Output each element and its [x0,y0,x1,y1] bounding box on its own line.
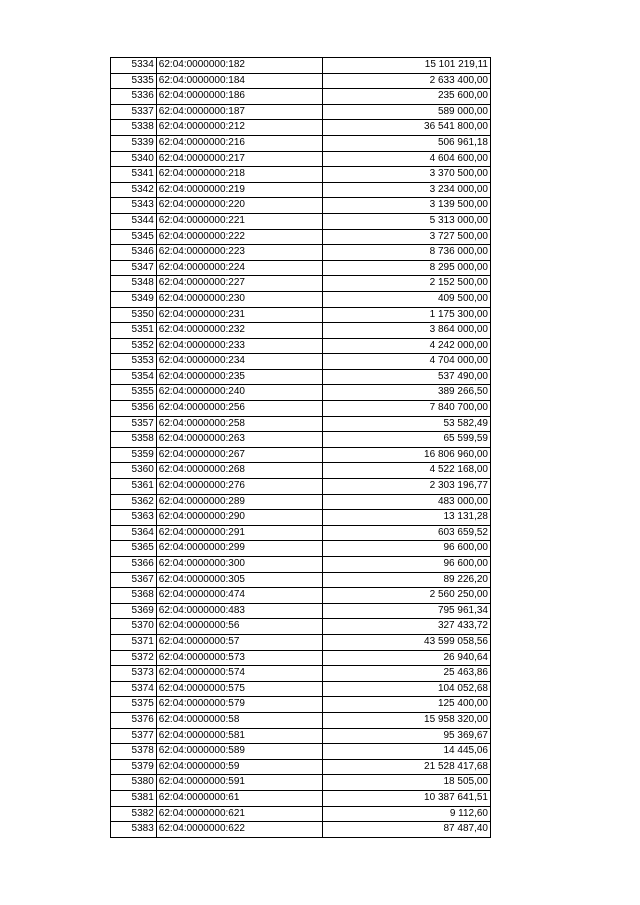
table-row [111,479,491,495]
row-number-cell: 5366 [111,557,157,573]
row-number-cell: 5364 [111,525,157,541]
cadastral-number-cell: 62:04:0000000:58 [156,712,323,728]
cadastral-number-cell: 62:04:0000000:232 [156,323,323,339]
cadastral-value-cell: 15 958 320,00 [323,712,491,728]
table-row [111,759,491,775]
table-row [111,416,491,432]
cadastral-number-cell: 62:04:0000000:268 [156,463,323,479]
row-number-cell: 5344 [111,213,157,229]
table-row [111,634,491,650]
table-row [111,323,491,339]
table-row [111,712,491,728]
table-row [111,401,491,417]
table-row [111,354,491,370]
row-number-cell: 5363 [111,510,157,526]
cadastral-number-cell: 62:04:0000000:581 [156,728,323,744]
table-row [111,213,491,229]
row-number-cell: 5337 [111,104,157,120]
row-number-cell: 5382 [111,806,157,822]
cadastral-value-cell: 2 560 250,00 [323,588,491,604]
table-row [111,89,491,105]
table-row [111,603,491,619]
cadastral-value-cell: 7 840 700,00 [323,401,491,417]
table-row [111,557,491,573]
cadastral-number-cell: 62:04:0000000:216 [156,135,323,151]
row-number-cell: 5371 [111,634,157,650]
cadastral-value-cell: 18 505,00 [323,775,491,791]
row-number-cell: 5383 [111,822,157,838]
cadastral-number-cell: 62:04:0000000:267 [156,447,323,463]
cadastral-value-cell: 4 522 168,00 [323,463,491,479]
table-row [111,650,491,666]
row-number-cell: 5342 [111,182,157,198]
cadastral-number-cell: 62:04:0000000:474 [156,588,323,604]
table-row [111,790,491,806]
table-row [111,525,491,541]
cadastral-number-cell: 62:04:0000000:579 [156,697,323,713]
cadastral-value-cell: 10 387 641,51 [323,790,491,806]
row-number-cell: 5360 [111,463,157,479]
cadastral-value-cell: 3 864 000,00 [323,323,491,339]
cadastral-number-cell: 62:04:0000000:230 [156,291,323,307]
row-number-cell: 5361 [111,479,157,495]
cadastral-number-cell: 62:04:0000000:263 [156,432,323,448]
cadastral-value-cell: 389 266,50 [323,385,491,401]
row-number-cell: 5340 [111,151,157,167]
table-row [111,541,491,557]
cadastral-number-cell: 62:04:0000000:221 [156,213,323,229]
cadastral-value-cell: 4 604 600,00 [323,151,491,167]
table-row [111,572,491,588]
cadastral-number-cell: 62:04:0000000:622 [156,822,323,838]
cadastral-value-cell: 235 600,00 [323,89,491,105]
cadastral-number-cell: 62:04:0000000:57 [156,634,323,650]
table-row [111,619,491,635]
row-number-cell: 5353 [111,354,157,370]
table-row [111,385,491,401]
row-number-cell: 5357 [111,416,157,432]
table-row [111,307,491,323]
cadastral-value-cell: 65 599,59 [323,432,491,448]
row-number-cell: 5378 [111,744,157,760]
table-row [111,728,491,744]
cadastral-number-cell: 62:04:0000000:224 [156,260,323,276]
cadastral-value-cell: 2 152 500,00 [323,276,491,292]
cadastral-number-cell: 62:04:0000000:276 [156,479,323,495]
row-number-cell: 5370 [111,619,157,635]
cadastral-number-cell: 62:04:0000000:56 [156,619,323,635]
cadastral-value-cell: 409 500,00 [323,291,491,307]
cadastral-value-cell: 43 599 058,56 [323,634,491,650]
cadastral-number-cell: 62:04:0000000:187 [156,104,323,120]
cadastral-number-cell: 62:04:0000000:182 [156,58,323,74]
row-number-cell: 5339 [111,135,157,151]
table-row [111,167,491,183]
table-row [111,697,491,713]
cadastral-value-cell: 36 541 800,00 [323,120,491,136]
cadastral-number-cell: 62:04:0000000:184 [156,73,323,89]
cadastral-value-cell: 21 528 417,68 [323,759,491,775]
row-number-cell: 5336 [111,89,157,105]
row-number-cell: 5359 [111,447,157,463]
cadastral-value-cell: 96 600,00 [323,557,491,573]
cadastral-number-cell: 62:04:0000000:235 [156,369,323,385]
row-number-cell: 5334 [111,58,157,74]
row-number-cell: 5350 [111,307,157,323]
cadastral-number-cell: 62:04:0000000:256 [156,401,323,417]
row-number-cell: 5354 [111,369,157,385]
table-row [111,229,491,245]
table-row [111,588,491,604]
table-row [111,182,491,198]
cadastral-number-cell: 62:04:0000000:574 [156,666,323,682]
cadastral-number-cell: 62:04:0000000:219 [156,182,323,198]
table-row [111,681,491,697]
table-row [111,744,491,760]
cadastral-value-cell: 26 940,64 [323,650,491,666]
table-row [111,104,491,120]
cadastral-value-table [110,57,491,838]
cadastral-number-cell: 62:04:0000000:240 [156,385,323,401]
cadastral-number-cell: 62:04:0000000:483 [156,603,323,619]
row-number-cell: 5365 [111,541,157,557]
row-number-cell: 5380 [111,775,157,791]
cadastral-number-cell: 62:04:0000000:61 [156,790,323,806]
cadastral-number-cell: 62:04:0000000:227 [156,276,323,292]
cadastral-number-cell: 62:04:0000000:59 [156,759,323,775]
cadastral-number-cell: 62:04:0000000:591 [156,775,323,791]
cadastral-number-cell: 62:04:0000000:186 [156,89,323,105]
cadastral-number-cell: 62:04:0000000:231 [156,307,323,323]
row-number-cell: 5355 [111,385,157,401]
cadastral-number-cell: 62:04:0000000:589 [156,744,323,760]
cadastral-number-cell: 62:04:0000000:299 [156,541,323,557]
cadastral-value-cell: 589 000,00 [323,104,491,120]
cadastral-value-cell: 16 806 960,00 [323,447,491,463]
cadastral-value-cell: 327 433,72 [323,619,491,635]
cadastral-number-cell: 62:04:0000000:220 [156,198,323,214]
cadastral-value-cell: 13 131,28 [323,510,491,526]
table-row [111,369,491,385]
cadastral-number-cell: 62:04:0000000:621 [156,806,323,822]
row-number-cell: 5349 [111,291,157,307]
cadastral-value-cell: 8 736 000,00 [323,245,491,261]
cadastral-value-cell: 95 369,67 [323,728,491,744]
cadastral-value-cell: 483 000,00 [323,494,491,510]
cadastral-number-cell: 62:04:0000000:212 [156,120,323,136]
cadastral-value-cell: 89 226,20 [323,572,491,588]
cadastral-number-cell: 62:04:0000000:217 [156,151,323,167]
row-number-cell: 5362 [111,494,157,510]
row-number-cell: 5369 [111,603,157,619]
table-row [111,135,491,151]
cadastral-number-cell: 62:04:0000000:223 [156,245,323,261]
cadastral-number-cell: 62:04:0000000:289 [156,494,323,510]
cadastral-value-cell: 3 234 000,00 [323,182,491,198]
cadastral-number-cell: 62:04:0000000:234 [156,354,323,370]
cadastral-value-cell: 603 659,52 [323,525,491,541]
table-row [111,291,491,307]
table-row [111,666,491,682]
table-body [111,58,491,838]
row-number-cell: 5338 [111,120,157,136]
row-number-cell: 5352 [111,338,157,354]
table-row [111,120,491,136]
row-number-cell: 5375 [111,697,157,713]
row-number-cell: 5351 [111,323,157,339]
row-number-cell: 5356 [111,401,157,417]
row-number-cell: 5358 [111,432,157,448]
row-number-cell: 5377 [111,728,157,744]
cadastral-value-cell: 87 487,40 [323,822,491,838]
cadastral-number-cell: 62:04:0000000:305 [156,572,323,588]
row-number-cell: 5346 [111,245,157,261]
table-row [111,463,491,479]
table-row [111,447,491,463]
cadastral-value-cell: 53 582,49 [323,416,491,432]
row-number-cell: 5345 [111,229,157,245]
cadastral-value-cell: 2 633 400,00 [323,73,491,89]
cadastral-number-cell: 62:04:0000000:233 [156,338,323,354]
cadastral-value-cell: 2 303 196,77 [323,479,491,495]
table-row [111,276,491,292]
cadastral-value-cell: 3 727 500,00 [323,229,491,245]
cadastral-number-cell: 62:04:0000000:573 [156,650,323,666]
cadastral-value-cell: 4 704 000,00 [323,354,491,370]
table-row [111,806,491,822]
cadastral-value-cell: 3 370 500,00 [323,167,491,183]
row-number-cell: 5347 [111,260,157,276]
row-number-cell: 5348 [111,276,157,292]
cadastral-value-cell: 1 175 300,00 [323,307,491,323]
cadastral-value-cell: 125 400,00 [323,697,491,713]
cadastral-value-cell: 25 463,86 [323,666,491,682]
cadastral-number-cell: 62:04:0000000:575 [156,681,323,697]
table-row [111,494,491,510]
cadastral-number-cell: 62:04:0000000:218 [156,167,323,183]
cadastral-value-cell: 15 101 219,11 [323,58,491,74]
row-number-cell: 5379 [111,759,157,775]
row-number-cell: 5343 [111,198,157,214]
row-number-cell: 5381 [111,790,157,806]
table-row [111,510,491,526]
row-number-cell: 5374 [111,681,157,697]
cadastral-value-cell: 506 961,18 [323,135,491,151]
cadastral-value-cell: 9 112,60 [323,806,491,822]
cadastral-value-cell: 5 313 000,00 [323,213,491,229]
cadastral-number-cell: 62:04:0000000:291 [156,525,323,541]
cadastral-number-cell: 62:04:0000000:222 [156,229,323,245]
cadastral-value-cell: 104 052,68 [323,681,491,697]
cadastral-value-cell: 537 490,00 [323,369,491,385]
cadastral-value-cell: 3 139 500,00 [323,198,491,214]
table-row [111,198,491,214]
table-row [111,58,491,74]
table-row [111,822,491,838]
table-row [111,775,491,791]
table-row [111,260,491,276]
table-row [111,73,491,89]
table-row [111,151,491,167]
row-number-cell: 5373 [111,666,157,682]
row-number-cell: 5368 [111,588,157,604]
row-number-cell: 5376 [111,712,157,728]
cadastral-value-cell: 4 242 000,00 [323,338,491,354]
row-number-cell: 5372 [111,650,157,666]
cadastral-value-cell: 8 295 000,00 [323,260,491,276]
table-row [111,338,491,354]
table-row [111,432,491,448]
cadastral-value-cell: 96 600,00 [323,541,491,557]
row-number-cell: 5341 [111,167,157,183]
cadastral-value-cell: 14 445,06 [323,744,491,760]
row-number-cell: 5367 [111,572,157,588]
cadastral-number-cell: 62:04:0000000:258 [156,416,323,432]
cadastral-number-cell: 62:04:0000000:290 [156,510,323,526]
cadastral-number-cell: 62:04:0000000:300 [156,557,323,573]
table-row [111,245,491,261]
row-number-cell: 5335 [111,73,157,89]
cadastral-value-cell: 795 961,34 [323,603,491,619]
